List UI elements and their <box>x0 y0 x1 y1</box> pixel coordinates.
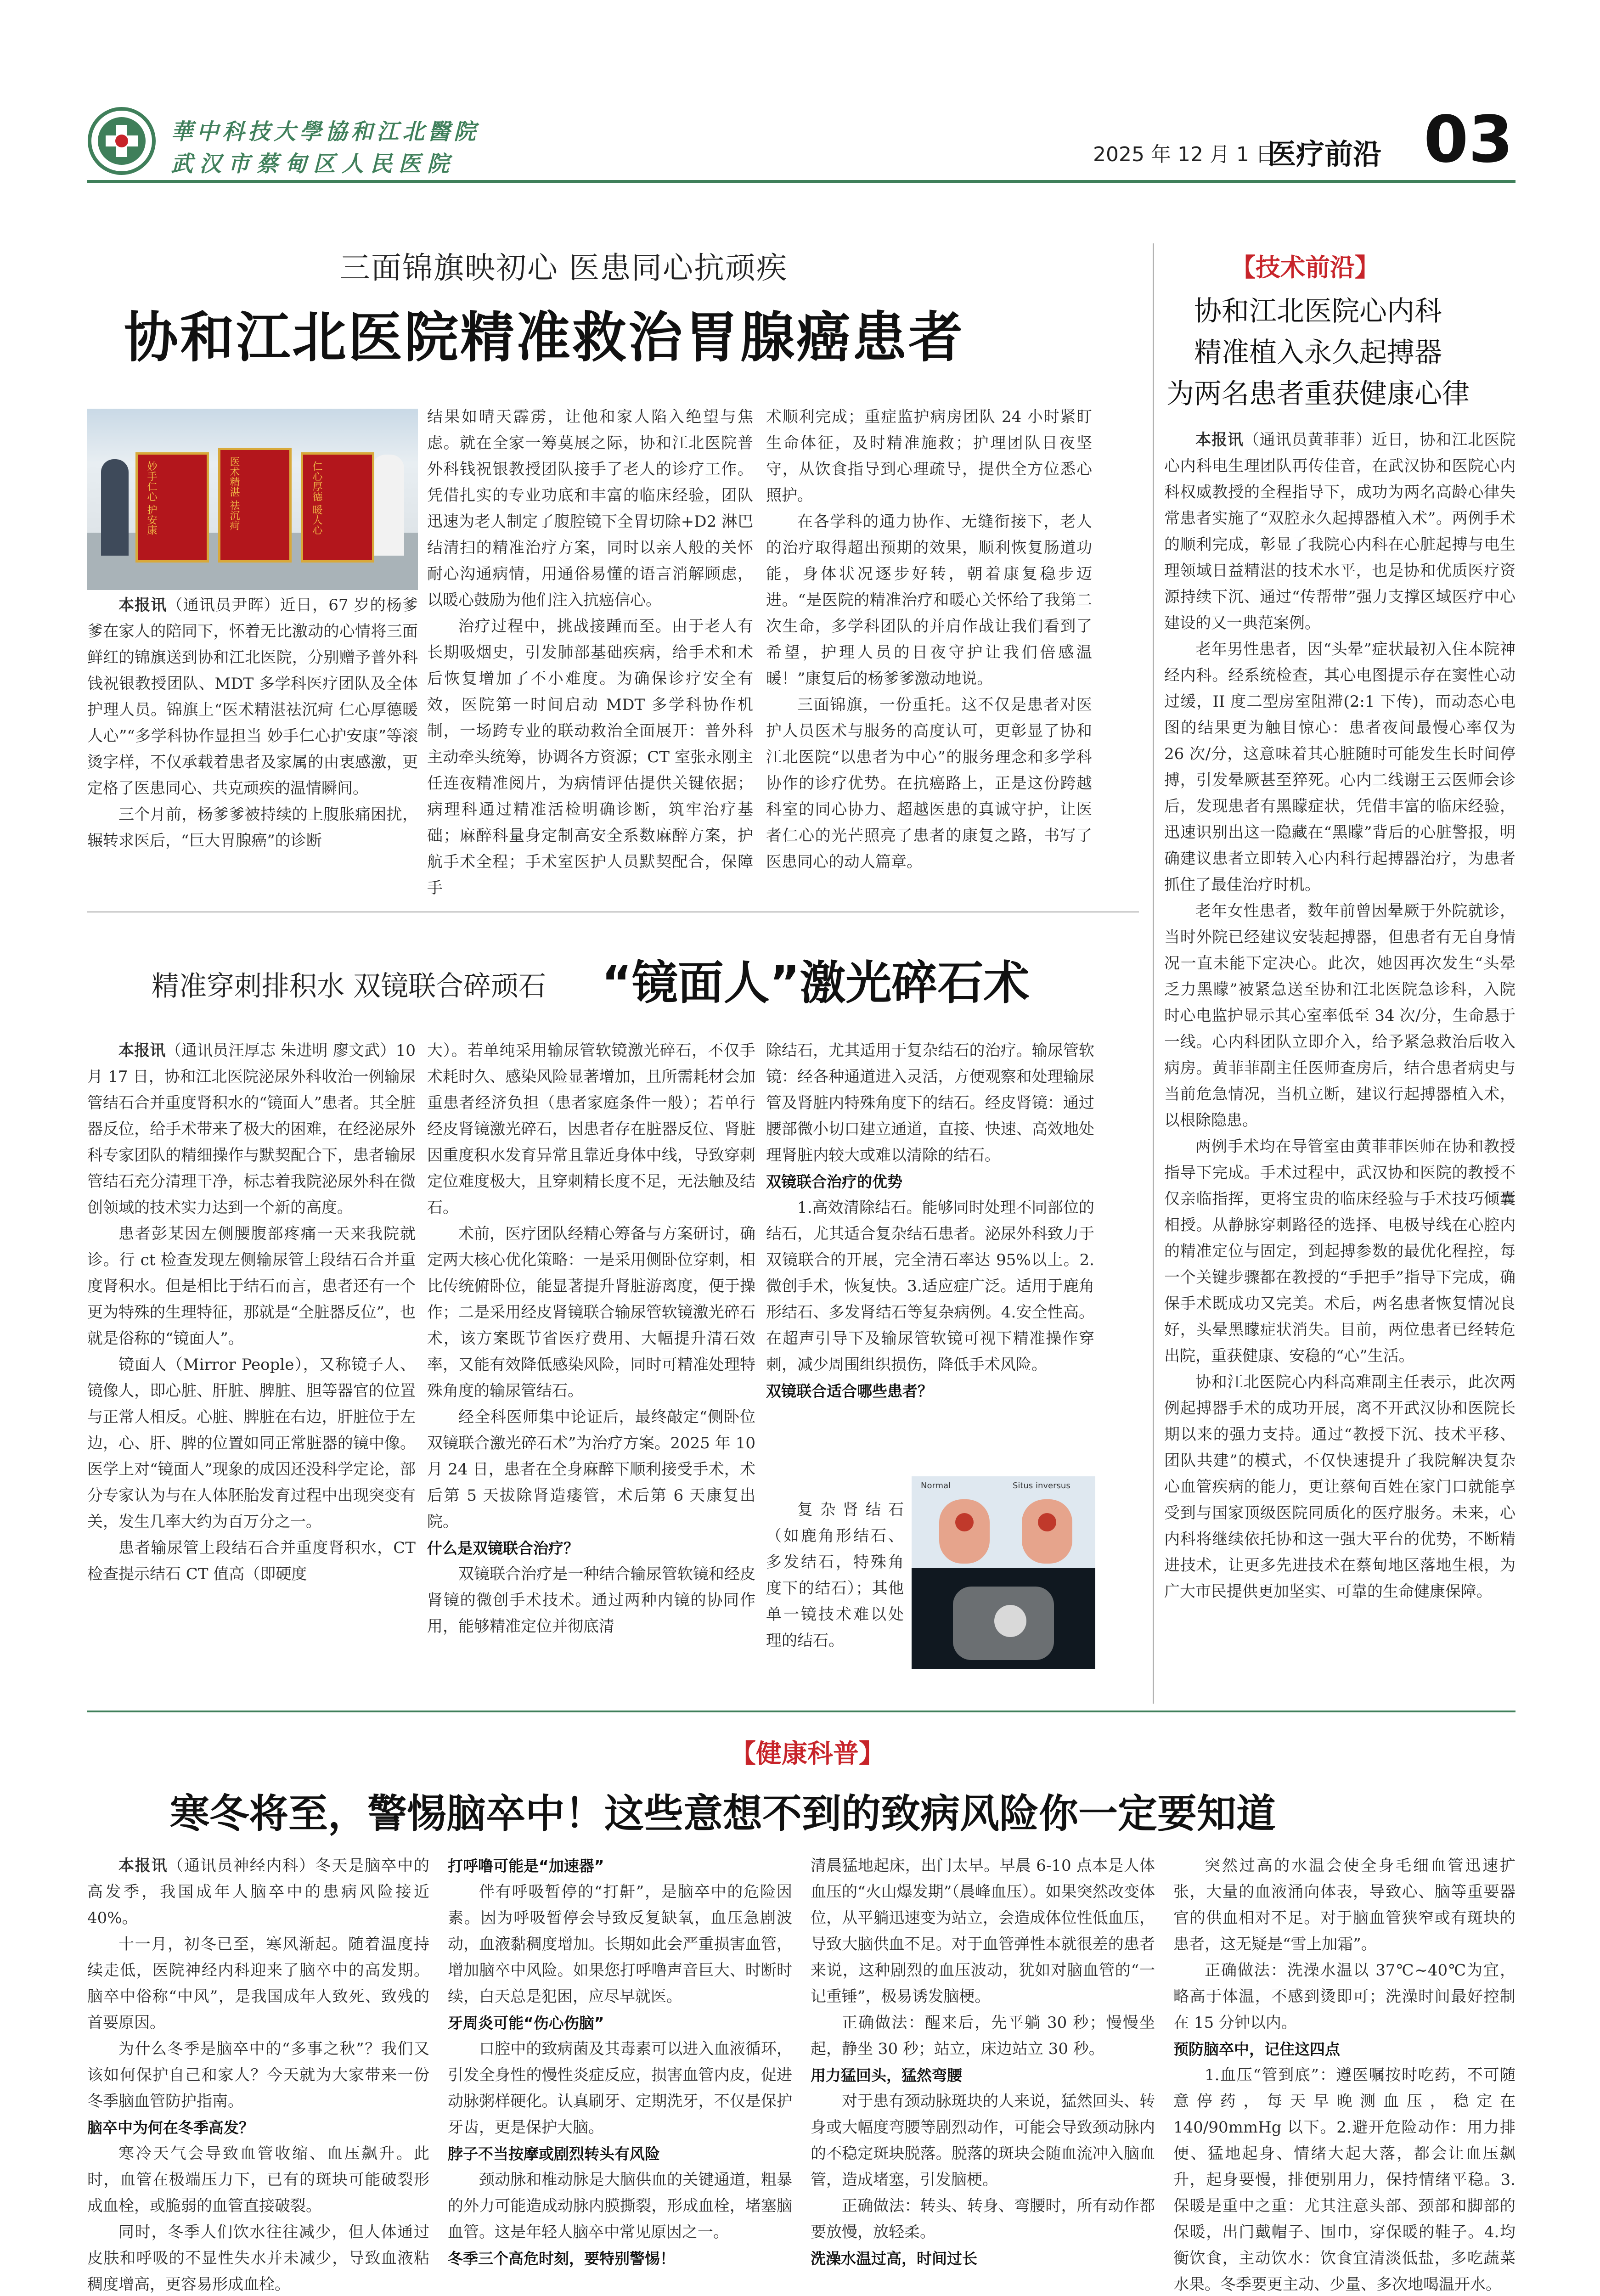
hospital-logo-icon <box>87 107 156 175</box>
sidebar-tag: 【技术前沿】 <box>1231 253 1380 282</box>
banner-3: 仁心厚德 暖人心 <box>301 452 374 563</box>
article1-column-2: 结果如晴天霹雳，让他和家人陷入绝望与焦虑。就在全家一筹莫展之际，协和江北医院普外科钱祝银教授团队接手了老人的诊疗工作。凭借扎实的专业功底和丰富的临床经验，团队迅速为老人制定了腹腔镜下全胃切除+D2 淋巴结清扫的精准治疗方案，同时以亲人般的关怀耐心沟通病情，用通俗易懂的语言消解顾虑，以暖心鼓励为他们注入抗癌信心。 治疗过程中，挑战接踵而至。由于老人有长期吸烟史，引发肺部基础疾病，给手术和术后恢复增加了不小难度。为确保诊疗安全有效，医院第一时间启动 MDT 多学科协作机制，一场跨专业的联动救治全面展开：普外科主动牵头统筹，协调各方资源；CT 室张永刚主任连夜精准阅片，为病情评估提供关键依据；病理科通过精准活检明确诊断，筑牢治疗基础；麻醉科量身定制高安全系数麻醉方案，护航手术全程；手术室医护人员默契配合，保障手 <box>427 408 753 897</box>
banner-1: 妙手仁心 护安康 <box>135 452 209 563</box>
sidebar-body: 本报讯（通讯员黄菲菲）近日，协和江北医院心内科电生理团队再传佳音，在武汉协和医院心内科权威教授的全程指导下，成功为两名高龄心律失常患者实施了“双腔永久起搏器植入术”。两例手术的顺利完成，彰显了我院心内科在心脏起搏与电生理领域日益精湛的技术水平，也是协和优质医疗资源持续下沉、通过“传帮带”强力支撑区域医疗中心建设的又一典范案例。 老年男性患者，因“头晕”症状最初入住本院神经内科。经系统检查，其心电图提示存在窦性心动过缓，II 度二型房室阻滞(2:1 下传)，而动态心电图的结果更为触目惊心：患者夜间最慢心率仅为 26 次/分，这意味着其心脏随时可能发生长时间停搏，引发晕厥甚至猝死。心内二线谢王云医师会诊后，发现患者有黑矇症状，凭借丰富的临床经验，迅速识别出这一隐藏在“黑矇”背后的心脏警报，明确建议患者立即转入心内科行起搏器治疗，为患者抓住了最佳治疗时机。 老年女性患者，数年前曾因晕厥于外院就诊，当时外院已经建议安装起搏器，但患者有无自身情况一直未能下定决心。此次，她因再次发生“头晕乏力黑矇”被紧急送至协和江北医院急诊科，入院时心电监护显示其心室率低至 34 次/分，生命悬于一线。心内科团队立即介入，给予紧急救治后收入病房。黄菲菲副主任医师查房后，结合患者病史与当前危急情况，当机立断，建议行起搏器植入术，以根除隐患。 两例手术均在导管室由黄菲菲医师在协和教授指导下完成。手术过程中，武汉协和医院的教授不仅亲临指挥，更将宝贵的临床经验与手术技巧倾囊相授。从静脉穿刺路径的选择、电极导线在心腔内的精准定位与固定，到起搏参数的最优化程控，每一个关键步骤都在教授的“手把手”指导下完成，确保手术既成功又完美。术后，两名患者恢复情况良好，头晕黑矇症状消失。目前，两位患者已经转危出院，重获健康、安稳的“心”生活。 协和江北医院心内科高难副主任表示，此次两例起搏器手术的成功开展，离不开武汉协和医院长期以来的强力支持。通过“教授下沉、技术平移、团队共建”的模式，不仅快速提升了我院解决复杂心血管疾病的能力，更让蔡甸百姓在家门口就能享受到与国家顶级医院同质化的医疗服务。未来，心内科将继续依托协和这一强大平台的优势，不断精进技术，让更多先进技术在蔡甸地区落地生根，为广大市民提供更加坚实、可靠的生命健康保障。 <box>1164 431 1516 1601</box>
masthead-rule <box>87 180 1515 183</box>
article1-kicker: 三面锦旗映初心 医患同心抗顽疾 <box>340 250 788 286</box>
article3-column-4: 突然过高的水温会使全身毛细血管迅速扩张，大量的血液涌向体表，导致心、脑等重要器官的供血相对不足。对于脑血管狭窄或有斑块的患者，这无疑是“雪上加霜”。 正确做法：洗澡水温以 37℃~40℃为宜，略高于体温，不感到烫即可；洗澡时间最好控制在 15 分钟以内。 预防脑卒中，记住这四点 1.血压“管到底”：遵医嘱按时吃药，不可随意停药，每天早晚测血压，稳定在 140/90mmHg 以下。2.避开危险动作：用力排便、猛地起身、情绪大起大落，都会让血压飙升，起身要慢，排便别用力，保持情绪平稳。3.保暖是重中之重：尤其注意头部、颈部和脚部的保暖，出门戴帽子、围巾，穿保暖的鞋子。4.均衡饮食，主动饮水：饮食宜清淡低盐，多吃蔬菜水果。冬季要更主动、少量、多次地喝温开水。 <box>1173 1857 1515 2294</box>
article2-column-3: 除结石，尤其适用于复杂结石的治疗。输尿管软镜：经各种通道进入灵活，方便观察和处理输尿管及肾脏内特殊角度下的结石。经皮肾镜：通过腰部微小切口建立通道，直接、快速、高效地处理肾脏内较大或难以清除的结石。 双镜联合治疗的优势 1.高效清除结石。能够同时处理不同部位的结石，尤其适合复杂结石患者。泌尿外科致力于双镜联合的开展，完全清石率达 95%以上。2.微创手术，恢复快。3.适应症广泛。适用于鹿角形结石、多发肾结石等复杂病例。4.安全性高。在超声引导下及输尿管软镜可视下精准操作穿刺，减少周围组织损伤，降低手术风险。 双镜联合适合哪些患者？ <box>766 1041 1094 1400</box>
bottom-section-rule <box>87 1711 1515 1712</box>
article3-column-3: 清晨猛地起床，出门太早。早晨 6-10 点本是人体血压的“火山爆发期”（晨峰血压）。如果突然改变体位，从平躺迅速变为站立，会造成体位性低血压，导致大脑供血不足。对于血管弹性本就很差的患者来说，这种剧烈的血压波动，犹如对脑血管的“一记重锤”，极易诱发脑梗。 正确做法：醒来后，先平躺 30 秒；慢慢坐起，静坐 30 秒；站立，床边站立 30 秒。 用力猛回头，猛然弯腰 对于患有颈动脉斑块的人来说，猛然回头、转身或大幅度弯腰等剧烈动作，可能会导致颈动脉内的不稳定斑块脱落。脱落的斑块会随血流冲入脑血管，造成堵塞，引发脑梗。 正确做法：转头、转身、弯腰时，所有动作都要放慢，放轻柔。 洗澡水温过高，时间过长 <box>811 1857 1155 2268</box>
sidebar-title-3: 为两名患者重获健康心律 <box>1166 378 1470 410</box>
issue-date: 2025 年 12 月 1 日 <box>1093 143 1276 166</box>
article1-column-1: 本报讯（通讯员尹晖）近日，67 岁的杨爹爹在家人的陪同下，怀着无比激动的心情将三面鲜红的锦旗送到协和江北医院，分别赠予普外科钱祝银教授团队、MDT 多学科医疗团队及全体护理人员。锦旗上“医术精湛祛沉疴 仁心厚德暖人心”“多学科协作显担当 妙手仁心护安康”等滚烫字样，不仅承载着患者及家属的由衷感激，更定格了医患同心、共克顽疾的温情瞬间。 三个月前，杨爹爹被持续的上腹胀痛困扰，辗转求医后，“巨大胃腺癌”的诊断 <box>87 592 418 854</box>
sidebar-title-2: 精准植入永久起搏器 <box>1194 337 1442 369</box>
section-name: 医疗前沿 <box>1268 137 1382 171</box>
article2-column-1: 本报讯（通讯员汪厚志 朱进明 廖文武）10 月 17 日，协和江北医院泌尿外科收治一例输尿管结石合并重度肾积水的“镜面人”患者。其全脏器反位，给手术带来了极大的困难，在经泌尿外科专家团队的精细操作与默契配合下，患者输尿管结石充分清理干净，标志着我院泌尿外科在微创领域的技术实力达到一个新的高度。 患者彭某因左侧腰腹部疼痛一天来我院就诊。行 ct 检查发现左侧输尿管上段结石合并重度肾积水。但是相比于结石而言，患者还有一个更为特殊的生理特征，那就是“全脏器反位”，也就是俗称的“镜面人”。 镜面人（Mirror People），又称镜子人、镜像人，即心脏、肝脏、脾脏、胆等器官的位置与正常人相反。心脏、脾脏在右边，肝脏位于左边，心、肝、脾的位置如同正常脏器的镜中像。医学上对“镜面人”现象的成因还没科学定论，部分专家认为与在人体胚胎发育过程中出现突变有关，发生几率大约为百万分之一。 患者输尿管上段结石合并重度肾积水，CT 检查提示结石 CT 值高（即硬度 <box>87 1041 416 1583</box>
page-number: 03 <box>1424 102 1513 177</box>
article2-kicker: 精准穿刺排积水 双镜联合碎顽石 <box>152 970 546 1002</box>
award-photo <box>87 409 418 590</box>
anatomy-figure: Normal Situs inversus <box>912 1476 1095 1669</box>
article1-headline: 协和江北医院精准救治胃腺癌患者 <box>124 306 965 369</box>
article1-col1-p2: 三个月前，杨爹爹被持续的上腹胀痛困扰，辗转求医后，“巨大胃腺癌”的诊断 <box>87 805 418 850</box>
article1-column-3: 术顺利完成；重症监护病房团队 24 小时紧盯生命体征，及时精准施救；护理团队日夜坚守，从饮食指导到心理疏导，提供全方位悉心照护。 在各学科的通力协作、无缝衔接下，老人的治疗取得超出预期的效果，顺利恢复肠道功能，身体状况逐步好转，朝着康复稳步迈进。“是医院的精准治疗和暖心关怀给了我第二次生命，多学科团队的并肩作战让我们看到了希望，护理人员的日夜守护让我们倍感温暖！”康复后的杨爹爹激动地说。 三面锦旗，一份重托。这不仅是患者对医护人员医术与服务的高度认可，更彰显了协和江北医院“以患者为中心”的服务理念和多学科协作的诊疗优势。在抗癌路上，正是这份跨越科室的同心协力、超越医患的真诚守护，让医者仁心的光芒照亮了患者的康复之路，书写了医患同心的动人篇章。 <box>766 408 1092 871</box>
masthead <box>0 0 1600 177</box>
article3-tag: 【健康科普】 <box>730 1739 885 1769</box>
article3-column-1: 本报讯（通讯员神经内科）冬天是脑卒中的高发季，我国成年人脑卒中的患病风险接近 40%。 十一月，初冬已至，寒风渐起。随着温度持续走低，医院神经内科迎来了脑卒中的高发期。脑卒中俗称“中风”，是我国成年人致死、致残的首要原因。 为什么冬季是脑卒中的“多事之秋”？我们又该如何保护自己和家人？今天就为大家带来一份冬季脑血管防护指南。 脑卒中为何在冬季高发？ 寒冷天气会导致血管收缩、血压飙升。此时，血管在极端压力下，已有的斑块可能破裂形成血栓，或脆弱的血管直接破裂。 同时，冬季人们饮水往往减少，但人体通过皮肤和呼吸的不显性失水并未减少，导致血液粘稠度增高，更容易形成血栓。 <box>87 1857 430 2294</box>
article2-subhead-what: 什么是双镜联合治疗？ <box>427 1539 579 1557</box>
banner-2: 医术精湛 祛沉疴 <box>218 448 292 563</box>
article3-headline: 寒冬将至，警惕脑卒中！这些意想不到的致病风险你一定要知道 <box>170 1791 1276 1837</box>
article3-column-2: 打呼噜可能是“加速器” 伴有呼吸暂停的“打鼾”，是脑卒中的危险因素。因为呼吸暂停会导致反复缺氧，血压急剧波动，血液黏稠度增加。长期如此会严重损害血管，增加脑卒中风险。如果您打呼噜声音巨大、时断时续，白天总是犯困，应尽早就医。 牙周炎可能“伤心伤脑” 口腔中的致病菌及其毒素可以进入血液循环，引发全身性的慢性炎症反应，损害血管内皮，促进动脉粥样硬化。认真刷牙、定期洗牙，不仅是保护牙齿，更是保护大脑。 脖子不当按摩或剧烈转头有风险 颈动脉和椎动脉是大脑供血的关键通道，粗暴的外力可能造成动脉内膜撕裂，形成血栓，堵塞脑血管。这是年轻人脑卒中常见原因之一。 冬季三个高危时刻，要特别警惕！ <box>448 1857 792 2268</box>
hospital-name-line2: 武汉市蔡甸区人民医院 <box>171 151 456 177</box>
article2-headline: “镜面人”激光碎石术 <box>602 956 1030 1010</box>
article2-suitable-text: 复杂肾结石（如鹿角形结石、多发结石，特殊角度下的结石）；其他单一镜技术难以处理的结石。 <box>766 1501 904 1650</box>
sidebar-title-1: 协和江北医院心内科 <box>1194 295 1442 327</box>
article1-byline-label: 本报讯 <box>118 596 167 614</box>
article2-column-2: 大）。若单纯采用输尿管软镜激光碎石，不仅手术耗时久、感染风险显著增加，且所需耗材会加重患者经济负担（患者家庭条件一般）；若单行经皮肾镜激光碎石，因患者存在脏器反位、肾脏因重度积水发育异常且靠近身体中线，导致穿刺定位难度极大，且穿刺精长度不足，无法触及结石。 术前，医疗团队经精心筹备与方案研讨，确定两大核心优化策略：一是采用侧卧位穿刺，相比传统俯卧位，能显著提升肾脏游离度，便于操作；二是采用经皮肾镜联合输尿管软镜激光碎石术，该方案既节省医疗费用、大幅提升清石效率，又能有效降低感染风险，同时可精准处理特殊角度的输尿管结石。 经全科医师集中论证后，最终敲定“侧卧位双镜联合激光碎石术”为治疗方案。2025 年 10 月 24 日，患者在全身麻醉下顺利接受手术，术后第 5 天拔除肾造瘘管，术后第 6 天康复出院。 什么是双镜联合治疗？ 双镜联合治疗是一种结合输尿管软镜和经皮肾镜的微创手术技术。通过两种内镜的协同作用，能够精准定位并彻底清 <box>427 1041 755 1636</box>
column-divider <box>1153 243 1154 1704</box>
hospital-name-line1: 華中科技大學協和江北醫院 <box>171 119 480 145</box>
